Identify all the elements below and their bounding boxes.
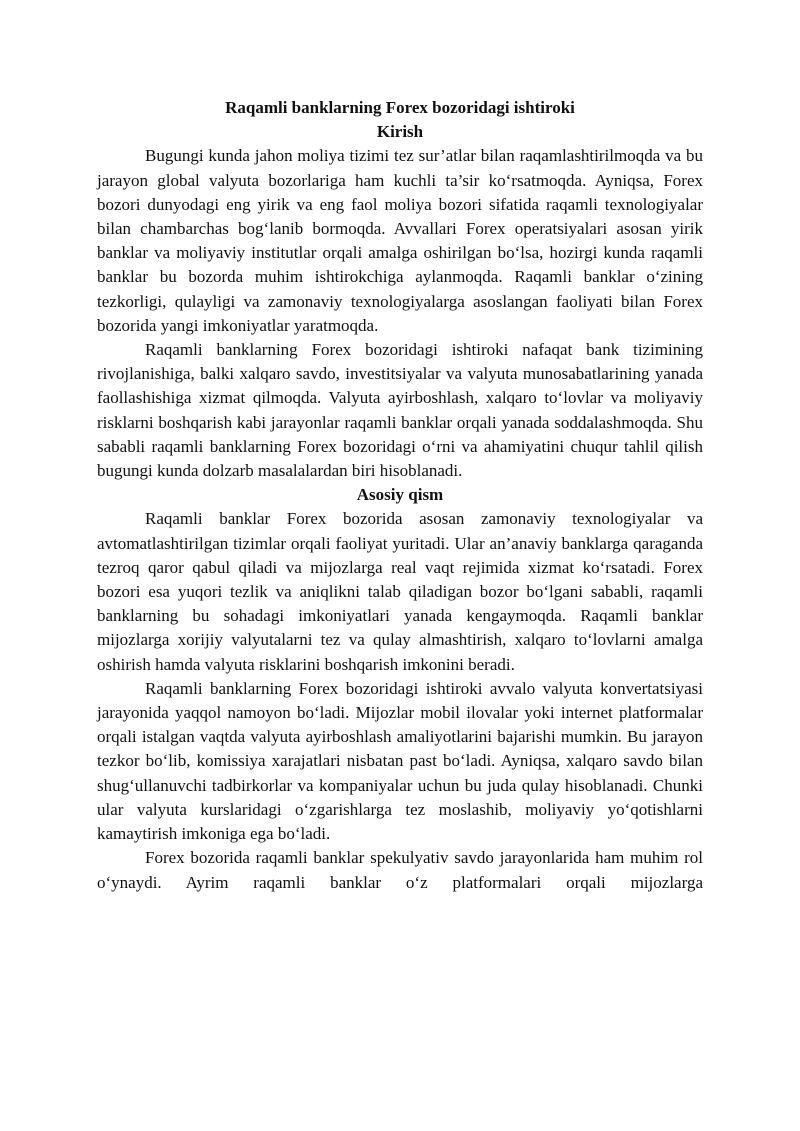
document-title: Raqamli banklarning Forex bozoridagi ishtiroki <box>225 98 575 117</box>
paragraph: Bugungi kunda jahon moliya tizimi tez sur’atlar bilan raqamlashtirilmoqda va bu jarayon global valyuta bozorlariga ham kuchli ta’sir ko‘rsatmoqda. Ayniqsa, Forex bozori dunyodagi eng yirik va eng faol moliya bozori sifatida raqamli texnologiyalar bilan chambarchas bog‘lanib bormoqda. Avvallari Forex operatsiyalari asosan yirik banklar va moliyaviy institutlar orqali amalga oshirilgan bo‘lsa, hozirgi kunda raqamli banklar bu bozorda muhim ishtirokchiga aylanmoqda. Raqamli banklar o‘zining tezkorligi, qulayligi va zamonaviy texnologiyalarga asoslangan faoliyati bilan Forex bozorida yangi imkoniyatlar yaratmoqda. <box>97 146 703 335</box>
section-heading-kirish: Kirish <box>376 122 424 142</box>
paragraph: Raqamli banklar Forex bozorida asosan zamonaviy texnologiyalar va avtomatlashtirilgan tizimlar orqali faoliyat yuritadi. Ular an’anaviy banklarga qaraganda tezroq qaror qabul qiladi va mijozlarga real vaqt rejimida xizmat ko‘rsatadi. Forex bozori esa yuqori tezlik va aniqlikni talab qiladigan bozor bo‘lgani sababli, raqamli banklarning bu sohadagi imkoniyatlari yanada kengaymoqda. Raqamli banklar mijozlarga xorijiy valyutalarni tez va qulay almashtirish, xalqaro to‘lovlarni amalga oshirish hamda valyuta risklarini boshqarish imkonini beradi. <box>97 509 703 674</box>
paragraph: Raqamli banklarning Forex bozoridagi ishtiroki avvalo valyuta konvertatsiyasi jarayonida yaqqol namoyon bo‘ladi. Mijozlar mobil ilovalar yoki internet platformalar orqali istalgan vaqtda valyuta ayirboshlash amaliyotlarini bajarishi mumkin. Bu jarayon tezkor bo‘lib, komissiya xarajatlari nisbatan past bo‘ladi. Ayniqsa, xalqaro savdo bilan shug‘ullanuvchi tadbirkorlar va kompaniyalar uchun bu juda qulay hisoblanadi. Chunki ular valyuta kurslaridagi o‘zgarishlarga tez moslashib, moliyaviy yo‘qotishlarni kamaytirish imkoniga ega bo‘ladi. <box>97 678 703 844</box>
paragraph: Raqamli banklarning Forex bozoridagi ishtiroki nafaqat bank tizimining rivojlanishiga, balki xalqaro savdo, investitsiyalar va valyuta munosabatlarining yanada faollashishiga xizmat qilmoqda. Valyuta ayirboshlash, xalqaro to‘lovlar va moliyaviy risklarni boshqarish kabi jarayonlar raqamli banklar orqali yanada soddalashmoqda. Shu sababli raqamli banklarning Forex bozoridagi o‘rni va ahamiyatini chuqur tahlil qilish bugungi kunda dolzarb masalalardan biri hisoblanadi. <box>97 340 703 481</box>
paragraph: Forex bozorida raqamli banklar spekulyativ savdo jarayonlarida ham muhim rol o‘ynaydi. Ayrim raqamli banklar o‘z platformalari orqali mijozlarga <box>97 848 703 892</box>
document-page <box>97 96 703 895</box>
section-heading-asosiy-qism: Asosiy qism <box>356 485 444 505</box>
